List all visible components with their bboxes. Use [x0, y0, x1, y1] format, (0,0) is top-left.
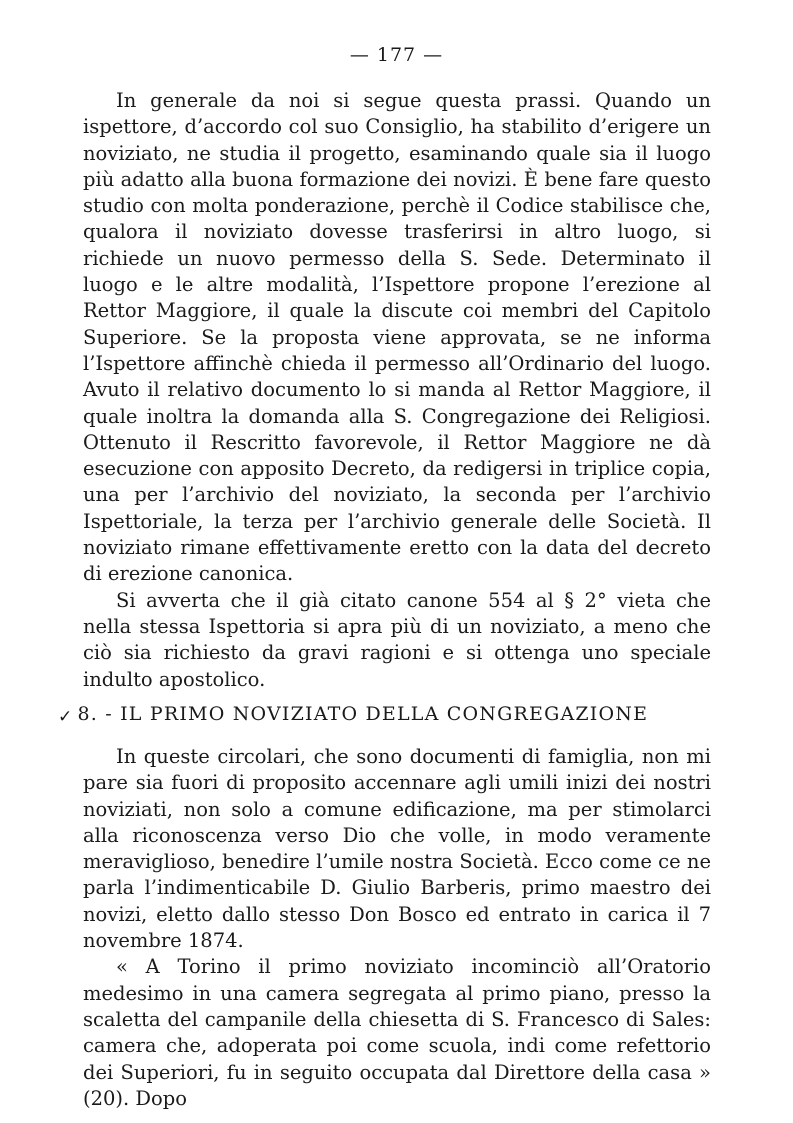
body-text-bottom — [83, 744, 711, 1112]
section-title: 8. - IL PRIMO NOVIZIATO DELLA CONGREGAZIONE — [77, 703, 649, 725]
paragraph: Si avverta che il già citato canone 554 al § 2° vieta che nella stessa Ispettoria si apra più di un noviziato, a meno che ciò sia richiesto da gravi ragioni e si ottenga uno speciale indulto apostolico. — [83, 588, 711, 691]
paragraph: In generale da noi si segue questa prassi. Quando un ispettore, d’accordo col suo Consiglio, ha stabilito d’erigere un noviziato, ne studia il progetto, esaminando quale sia il luogo più adatto alla buona formazione dei novizi. È bene fare questo studio con molta ponderazione, perchè il Codice stabilisce che, qualora il noviziato dovesse trasferirsi in altro luogo, si richiede un nuovo permesso della S. Sede. Determinato il luogo e le altre modalità, l’Ispettore propone l’erezione al Rettor Maggiore, il quale la discute coi membri del Capitolo Superiore. Se la proposta viene approvata, se ne informa l’Ispettore affinchè chieda il permesso all’Ordinario del luogo. Avuto il relativo documento lo si manda al Rettor Maggiore, il quale inoltra la domanda alla S. Congregazione dei Religiosi. Ottenuto il Rescritto favorevole, il Rettor Maggiore ne dà esecuzione con apposito Decreto, da redigersi in triplice copia, una per l’archivio del noviziato, la seconda per l’archivio Ispettoriale, la terza per l’archivio generale delle Società. Il noviziato rimane effettivamente eretto con la data del decreto di erezione canonica. — [83, 89, 711, 586]
section-heading — [58, 703, 718, 725]
checkmark-icon: ✓ — [58, 707, 74, 727]
page-number: — 177 — — [349, 44, 444, 66]
body-text-top — [83, 88, 711, 693]
paragraph: In queste circolari, che sono documenti di famiglia, non mi pare sia fuori di proposito accennare agli umili inizi dei nostri noviziati, non solo a comune edificazione, ma per stimolarci alla riconoscenza verso Dio che volle, in modo veramente meraviglioso, benedire l’umile nostra Società. Ecco come ce ne parla l’indimenticabile D. Giulio Barberis, primo maestro dei novizi, eletto dallo stesso Don Bosco ed entrato in carica il 7 novembre 1874. — [83, 745, 711, 953]
paragraph: « A Torino il primo noviziato incominciò all’Oratorio medesimo in una camera segregata al primo piano, presso la scaletta del campanile della chiesetta di S. Francesco di Sales: camera che, adoperata poi come scuola, indi come refettorio dei Superiori, fu in seguito occupata dal Direttore della casa » (20). Dopo — [83, 955, 711, 1110]
